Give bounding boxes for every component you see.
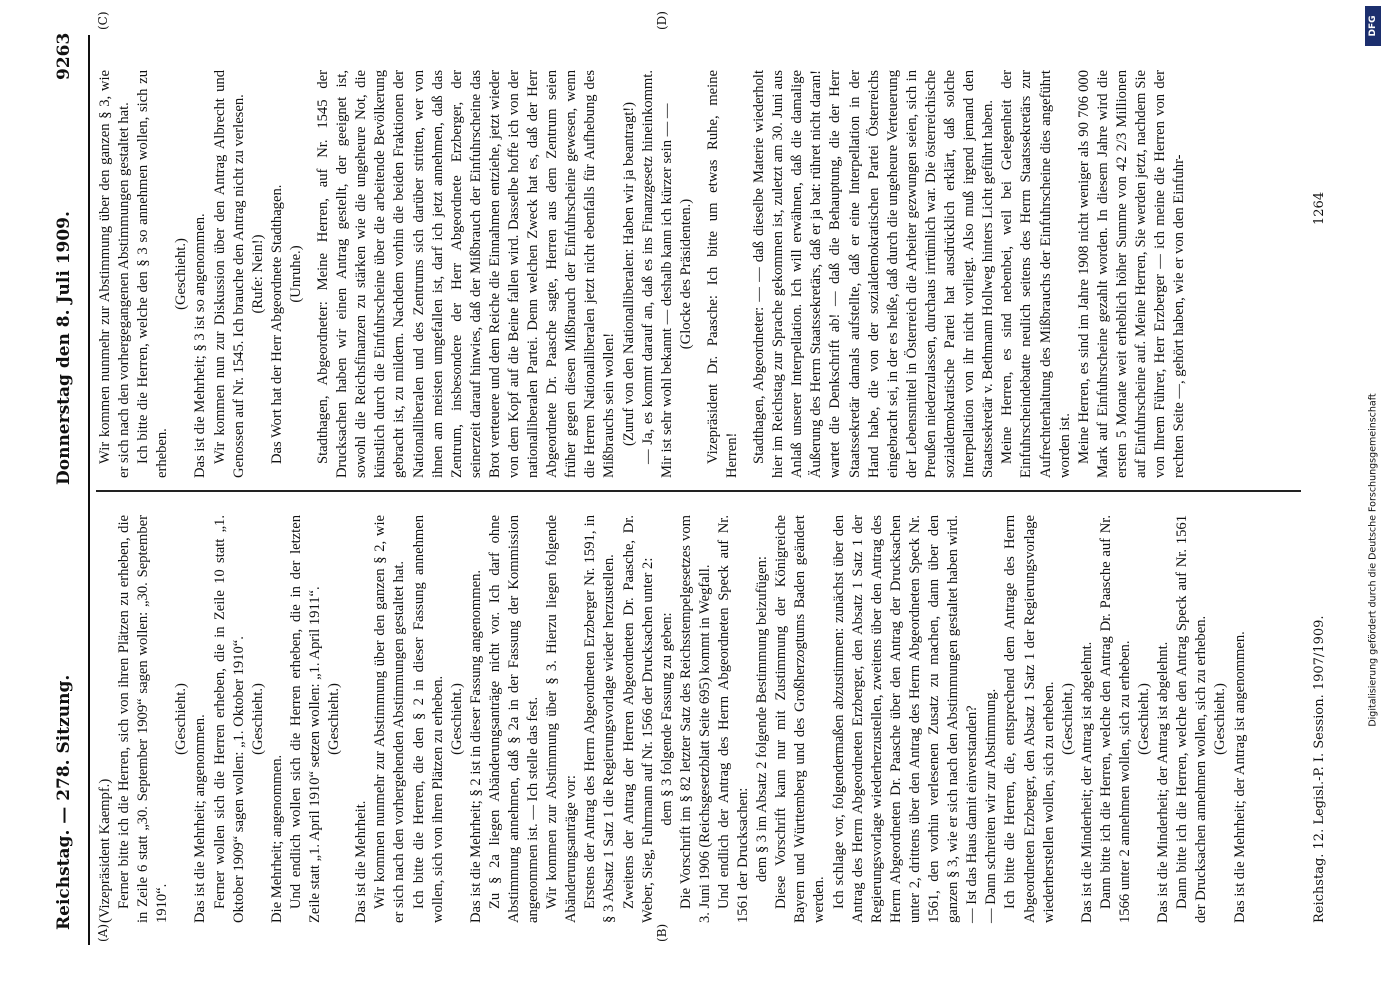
paragraph: — Dann schreiten wir zur Abstimmung. [983, 688, 1000, 923]
paragraph: (Geschieht.) [1059, 683, 1076, 755]
margin-d: (D) [655, 11, 669, 30]
paragraph: (Geschieht.) [249, 683, 266, 755]
footer-left: Reichstag. 12. Legisl.-P. I. Session. 1907/1909. [1312, 615, 1327, 923]
paragraph: Stadthagen, Abgeordneter: Meine Herren, auf Nr. 1545 der Drucksachen haben wir einen Antrag gestellt, der geeignet ist, sowohl die Reichsfinanzen zu stärken wie die ungeheure Not, die künstlich durch die Einfuhrscheine über die arbeitende Bevölkerung gebracht ist, zu mildern. Nachdem vorhin die beiden Fraktionen der Nationalliberalen und des Zentrums sich darüber stritten, wer von ihnen am meisten umgefallen ist, darf ich jetzt annehmen, daß das Zentrum, insbesondere der Herr Abgeordnete Erzberger, der seinerzeit darauf hinwies, daß der Mißbrauch der Einfuhrscheine das Brot verteuere und dem Reiche die Einnahmen entziehe, jetzt wieder von dem Kopf auf die Beine fallen wird. Dasselbe hoffe ich von der nationalliberalen Partei. Denn welchen Zweck hat es, daß der Herr Abgeordnete Dr. Paasche sagte, Herren aus dem Zentrum seien früher gegen diesen Mißbrauch der Einfuhrscheine gewesen, wenn die Herren Nationalliberalen jetzt nicht ebenfalls für Aufhebung des Mißbrauchs sein wollen! [315, 70, 618, 478]
paragraph: Erstens der Antrag des Herrn Abgeordneten Erzberger Nr. 1591, in § 3 Absatz 1 Satz 1 die Regierungsvorlage wieder herzustellen. [582, 515, 618, 923]
paragraph: Die Vorschrift im § 82 letzter Satz des Reichsstempelgesetzes vom 3. Juni 1906 (Reichsgesetzblatt Seite 695) kommt in Wegfall. [677, 515, 713, 923]
column-divider [96, 490, 1301, 492]
paragraph: (Vizepräsident Kaempf.) [97, 778, 113, 923]
paragraph: (Zuruf von den Nationalliberalen: Haben wir ja beantragt!) [620, 101, 637, 447]
paragraph: Zweitens der Antrag der Herren Abgeordneten Dr. Paasche, Dr. Weber, Sieg, Fuhrmann auf Nr. 1566 der Drucksachen unter 2: [620, 515, 656, 923]
paragraph: Das ist die Mehrheit; § 3 ist so angenommen. [192, 213, 209, 478]
paragraph: Ferner bitte ich die Herren, sich von ihren Plätzen zu erheben, die in Zeile 6 statt „30. September 1909“ sagen wollen: „30. September 1910“. [116, 515, 171, 923]
left-column [96, 515, 1250, 923]
paragraph: (Unruhe.) [287, 245, 304, 303]
paragraph: Ich bitte die Herren, welche den § 3 so annehmen wollen, sich zu erheben. [135, 70, 171, 478]
paragraph: Das ist die Minderheit; der Antrag ist abgelehnt. [1155, 641, 1172, 923]
footer-number: 1264 [1312, 191, 1327, 225]
paragraph: Die Mehrheit; angenommen. [268, 754, 285, 923]
paragraph: dem § 3 folgende Fassung zu geben: [658, 612, 675, 826]
funding-note: Digitalisierung gefördert durch die Deutsche Forschungsgemeinschaft [1367, 393, 1379, 727]
paragraph: (Geschieht.) [448, 683, 465, 755]
paragraph: Und endlich der Antrag des Herrn Abgeordneten Speck auf Nr. 1561 der Drucksachen: [716, 515, 752, 923]
header-page-number: 9263 [54, 32, 74, 80]
paragraph: Ferner wollen sich die Herren erheben, die in Zeile 10 statt „1. Oktober 1909“ sagen wollen: „1. Oktober 1910“. [211, 515, 247, 923]
dfg-logo: DFG [1365, 6, 1381, 46]
paragraph: Das Wort hat der Herr Abgeordnete Stadthagen. [268, 184, 285, 464]
paragraph: Das ist die Mehrheit; angenommen. [192, 714, 209, 923]
paragraph: Wir kommen nun zur Diskussion über den Antrag Albrecht und Genossen auf Nr. 1545. Ich brauche den Antrag nicht zu verlesen. [211, 70, 247, 478]
paragraph: Ich bitte die Herren, die den § 2 in dieser Fassung annehmen wollen, sich von ihren Plätzen zu erheben. [410, 515, 446, 923]
paragraph: Stadthagen, Abgeordneter: — — daß dieselbe Materie wiederholt hier im Reichstag zur Sprache gekommen ist, zuletzt am 30. Juni aus Anlaß unserer Interpellation. Ich will erwähnen, daß die damalige Äußerung des Herrn Staatssekretärs, daß er ja bat: rühret nicht daran! wartet die Denkschrift ab! — daß die Behauptung, die der Herr Staatssekretär damals aufstellte, daß er eine Interpellation in der Hand habe, die von der sozialdemokratischen Partei Österreichs eingebracht sei, in der es heiße, daß durch die ungeheure Verteuerung der Lebensmittel in Österreich die Arbeiter gezwungen seien, sich in Preußen niederzulassen, durchaus irrtümlich war. Die österreichische sozialdemokratische Partei hat ausdrücklich erklärt, daß solche Interpellation von ihr nicht vorliegt. Also muß irgend jemand den Staatssekretär v. Bethmann Hollweg hinters Licht geführt haben. [751, 70, 997, 478]
paragraph: Wir kommen zur Abstimmung über § 3. Hierzu liegen folgende Abänderungsanträge vor: [544, 515, 580, 923]
paragraph: Das ist die Mehrheit; der Antrag ist angenommen. [1231, 631, 1248, 923]
side-strip [1363, 0, 1383, 1000]
paragraph: (Glocke des Präsidenten.) [677, 198, 694, 350]
paragraph: Vizepräsident Dr. Paasche: Ich bitte um etwas Ruhe, meine Herren! [704, 70, 740, 478]
paragraph: (Rufe: Nein!) [249, 234, 266, 314]
paragraph: Und endlich wollen sich die Herren erheben, die in der letzten Zeile statt „1. April 1910“ setzen wollen: „1. April 1911“. [287, 515, 324, 923]
header-center: Donnerstag den 8. Juli 1909. [54, 211, 74, 485]
page-footer [1312, 33, 1327, 923]
paragraph: (Geschieht.) [173, 238, 190, 310]
paragraph: Ich bitte die Herren, die, entsprechend dem Antrage des Herrn Abgeordneten Erzberger, den Absatz 1 Satz 1 der Regierungsvorlage wiederherstellen wollen, sich zu erheben. [1002, 515, 1057, 923]
paragraph: Diese Vorschrift kann nur mit Zustimmung der Königreiche Bayern und Württemberg und des Großherzogtums Baden geändert werden. [773, 515, 828, 923]
paragraph: (Geschieht.) [1212, 683, 1229, 755]
page-header [54, 32, 84, 940]
paragraph: Das ist die Minderheit; der Antrag ist abgelehnt. [1078, 641, 1095, 923]
paragraph: (Geschieht.) [1136, 683, 1153, 755]
paragraph: Wir kommen nunmehr zur Abstimmung über den ganzen § 3, wie er sich nach den vorhergegangenen Abstimmungen gestaltet hat. [97, 70, 133, 478]
margin-b: (B) [655, 923, 669, 942]
paragraph: Das ist die Mehrheit; § 2 ist in dieser Fassung angenommen. [467, 569, 484, 923]
paragraph: (Geschieht.) [173, 683, 190, 755]
right-column [96, 70, 1189, 478]
paragraph: Ich schlage vor, folgendermaßen abzustimmen: zunächst über den Antrag des Herrn Abgeordneten Erzberger, den Absatz 1 Satz 1 der Regierungsvorlage wiederherzustellen, zweitens über den Antrag des Herrn Abgeordneten Dr. Paasche über den Antrag der Drucksachen unter 2, drittens über den Antrag des Herrn Abgeordneten Speck Nr. 1561, den vorhin verlesenen Zusatz zu machen, dann über den ganzen § 3, wie er sich nach den Abstimmungen gestaltet haben wird. — Ist das Haus damit einverstanden? [830, 515, 981, 923]
paragraph: dem § 3 im Absatz 2 folgende Bestimmung beizufügen: [754, 556, 771, 882]
margin-c: (C) [96, 11, 110, 30]
paragraph: Dann bitte ich die Herren, welche den Antrag Speck auf Nr. 1561 der Drucksachen annehmen wollen, sich zu erheben. [1174, 515, 1210, 923]
paragraph: Zu § 2a liegen Abänderungsanträge nicht vor. Ich darf ohne Abstimmung annehmen, daß § 2a in der Fassung der Kommission angenommen ist. — Ich stelle das fest. [486, 515, 542, 923]
paragraph: Meine Herren, es sind nebenbei, weil bei Gelegenheit der Einfuhrscheindebatte neulich seitens des Herrn Staatssekretärs zur Aufrechterhaltung des Mißbrauchs der Einfuhrscheine dies angeführt worden ist. [999, 70, 1073, 478]
paragraph: — Ja, es kommt darauf an, daß es ins Finanzgesetz hineinkommt. Mir ist sehr wohl bekannt — deshalb kann ich kürzer sein — — [639, 70, 675, 478]
paragraph: Meine Herren, es sind im Jahre 1908 nicht weniger als 90 706 000 Mark auf Einfuhrscheine gezahlt worden. In diesem Jahre wird die ersten 5 Monate weit erheblich höher Summe von 42 2/3 Millionen auf Einfuhrscheine auf. Meine Herren, Sie werden jetzt, nachdem Sie von Ihrem Führer, Herr Erzberger — ich meine die Herren von der rechten Seite —, gehört haben, wie er von den Einfuhr- [1075, 70, 1188, 478]
header-rule [88, 35, 90, 945]
paragraph: Dann bitte ich die Herren, welche den Antrag Dr. Paasche auf Nr. 1566 unter 2 annehmen wollen, sich zu erheben. [1097, 515, 1133, 923]
paragraph: Das ist die Mehrheit. [353, 800, 370, 923]
header-left: Reichstag. — 278. Sitzung. [54, 674, 74, 930]
margin-a: (A) [96, 923, 110, 942]
paragraph: Wir kommen nunmehr zur Abstimmung über den ganzen § 2, wie er sich nach den vorhergehenden Abstimmungen gestaltet hat. [372, 515, 408, 923]
paragraph: (Geschieht.) [326, 683, 343, 755]
